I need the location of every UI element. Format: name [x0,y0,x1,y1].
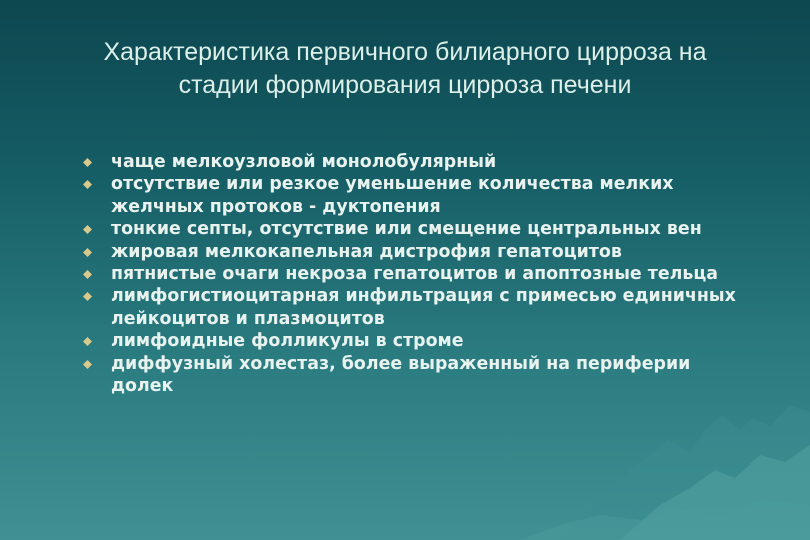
bullet-item [82,241,742,263]
diamond-bullet-icon [83,158,92,167]
bullet-text: чаще мелкоузловой монолобулярный [111,152,497,172]
diamond-bullet-icon [83,248,92,257]
bullet-text: диффузный холестаз, более выраженный на периферии долек [111,353,691,397]
diamond-bullet-icon [83,292,92,301]
slide-title [40,36,770,102]
slide-title-line: стадии формирования цирроза печени [178,71,632,99]
bullet-text: жировая мелкокапельная дистрофия гепатоцитов [111,241,622,262]
diamond-bullet-icon [83,270,92,279]
slide-title-line: Характеристика первичного билиарного цирроза на [103,38,707,66]
bullet-text: тонкие септы, отсутствие или смещение центральных вен [111,219,702,240]
diamond-bullet-icon [83,337,92,346]
bullet-text: лимфоидные фолликулы в строме [111,331,464,352]
bullet-item [82,353,742,398]
bullet-item [82,263,742,285]
bullet-item [82,330,742,352]
bullet-text: лимфогистиоцитарная инфильтрация с примесью единичных лейкоцитов и плазмоцитов [111,286,736,329]
bullet-text: пятнистые очаги некроза гепатоцитов и апоптозные тельца [111,264,719,285]
diamond-bullet-icon [83,180,92,189]
bullet-item [82,218,742,240]
diamond-bullet-icon [83,225,92,234]
bullet-list [82,151,742,397]
bullet-item [82,151,742,173]
bullet-text: отсутствие или резкое уменьшение количества мелких желчных протоков - дуктопения [111,174,674,217]
bullet-item [82,285,742,330]
diamond-bullet-icon [83,360,92,369]
bullet-item [82,173,742,218]
